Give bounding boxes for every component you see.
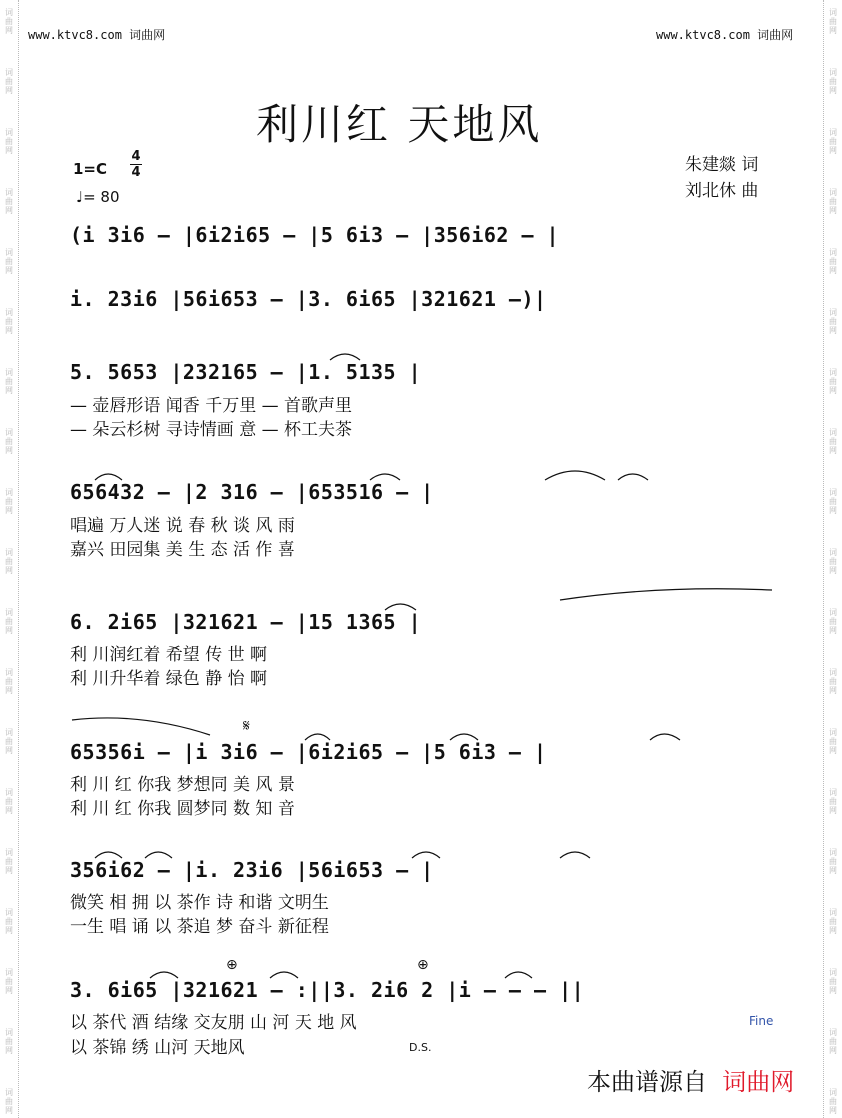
lyricist-credit: 朱建燚 词 <box>685 155 759 175</box>
quarter-note-icon: ♩ <box>76 188 84 206</box>
lyric-row-3b: — 朵云杉树 寻诗情画 意 — 杯工夫茶 <box>70 420 353 440</box>
side-watermark: 词曲网 <box>5 68 13 95</box>
side-watermark: 词曲网 <box>5 848 13 875</box>
lyric-row-7a: 微笑 相 拥 以 茶作 诗 和谐 文明生 <box>70 893 329 913</box>
side-watermark: 词曲网 <box>829 248 837 275</box>
side-watermark: 词曲网 <box>829 188 837 215</box>
side-watermark: 词曲网 <box>829 608 837 635</box>
side-watermark: 词曲网 <box>5 728 13 755</box>
lyric-row-3a: — 壶唇形语 闻香 千万里 — 首歌声里 <box>70 396 353 416</box>
lyric-row-4b: 嘉兴 田园集 美 生 态 活 作 喜 <box>70 540 295 560</box>
side-watermark: 词曲网 <box>5 1088 13 1115</box>
side-watermark: 词曲网 <box>829 128 837 155</box>
side-watermark: 词曲网 <box>5 368 13 395</box>
side-watermark: 词曲网 <box>5 308 13 335</box>
side-watermark: 词曲网 <box>5 668 13 695</box>
ds-mark: D.S. <box>409 1041 432 1054</box>
source-site-name: 词曲网 <box>722 1068 795 1096</box>
side-watermark: 词曲网 <box>829 728 837 755</box>
side-watermark: 词曲网 <box>829 968 837 995</box>
lyric-row-4a: 唱遍 万人迷 说 春 秋 谈 风 雨 <box>70 516 295 536</box>
notation-row-4: 656432 – |2 316 – |653516 – | <box>70 480 434 504</box>
key-signature: 1=C <box>73 160 108 178</box>
fine-mark: Fine <box>749 1014 774 1028</box>
side-watermark: 词曲网 <box>5 428 13 455</box>
side-watermark: 词曲网 <box>829 428 837 455</box>
notation-row-8: 3. 6i65 |321621 – :||3. 2i6 2 |i – – – || <box>70 978 585 1002</box>
lyric-row-8b: 以 茶锦 绣 山河 天地风 <box>70 1038 245 1058</box>
notation-row-2: i. 23i6 |56i653 – |3. 6i65 |321621 –)| <box>70 287 547 311</box>
side-watermark: 词曲网 <box>5 788 13 815</box>
song-title: 利川红 天地风 <box>256 100 543 149</box>
side-watermark: 词曲网 <box>829 908 837 935</box>
side-watermark: 词曲网 <box>5 188 13 215</box>
side-watermark: 词曲网 <box>5 248 13 275</box>
lyric-row-7b: 一生 唱 诵 以 茶追 梦 奋斗 新征程 <box>70 917 329 937</box>
side-watermark: 词曲网 <box>829 668 837 695</box>
side-watermark: 词曲网 <box>5 1028 13 1055</box>
lyric-row-6b: 利 川 红 你我 圆梦同 数 知 音 <box>70 799 295 819</box>
coda-mark-1: ⊕ <box>226 957 238 973</box>
site-tag-right: www.ktvc8.com 词曲网 <box>656 28 794 42</box>
source-prefix: 本曲谱源自 <box>587 1068 707 1096</box>
side-watermark: 词曲网 <box>829 548 837 575</box>
side-watermark: 词曲网 <box>829 68 837 95</box>
side-watermark: 词曲网 <box>829 788 837 815</box>
side-watermark: 词曲网 <box>5 608 13 635</box>
side-watermark: 词曲网 <box>5 548 13 575</box>
side-watermark: 词曲网 <box>5 488 13 515</box>
notation-row-3: 5. 5653 |232165 – |1. 5135 | <box>70 360 422 384</box>
tempo: ♩= 80 <box>76 188 120 206</box>
side-watermark: 词曲网 <box>5 968 13 995</box>
side-watermark: 词曲网 <box>5 8 13 35</box>
side-watermark: 词曲网 <box>5 128 13 155</box>
lyric-row-6a: 利 川 红 你我 梦想同 美 风 景 <box>70 775 295 795</box>
lyric-row-5b: 利 川升华着 绿色 静 怡 啊 <box>70 669 268 689</box>
side-watermark: 词曲网 <box>829 368 837 395</box>
side-watermark: 词曲网 <box>829 848 837 875</box>
notation-row-1: (i 3i6 – |6i2i65 – |5 6i3 – |356i62 – | <box>70 223 560 247</box>
notation-row-5: 6. 2i65 |321621 – |15 1365 | <box>70 610 422 634</box>
composer-credit: 刘北休 曲 <box>685 181 759 201</box>
side-watermark: 词曲网 <box>829 8 837 35</box>
side-watermark: 词曲网 <box>829 308 837 335</box>
segno-mark: 𝄋 <box>243 716 250 735</box>
lyric-row-5a: 利 川润红着 希望 传 世 啊 <box>70 645 268 665</box>
time-signature-bottom: 4 <box>131 165 141 180</box>
lyric-row-8a: 以 茶代 酒 结缘 交友朋 山 河 天 地 风 <box>70 1013 357 1033</box>
notation-row-6: 65356i – |i 3i6 – |6i2i65 – |5 6i3 – | <box>70 740 547 764</box>
side-watermark: 词曲网 <box>829 1028 837 1055</box>
time-signature-top: 4 <box>131 149 141 164</box>
coda-mark-2: ⊕ <box>417 957 429 973</box>
site-tag-left: www.ktvc8.com 词曲网 <box>28 28 166 42</box>
source-credit <box>587 1062 794 1097</box>
side-watermark: 词曲网 <box>829 1088 837 1115</box>
notation-row-7: 356i62 – |i. 23i6 |56i653 – | <box>70 858 434 882</box>
side-watermark: 词曲网 <box>829 488 837 515</box>
side-watermark: 词曲网 <box>5 908 13 935</box>
